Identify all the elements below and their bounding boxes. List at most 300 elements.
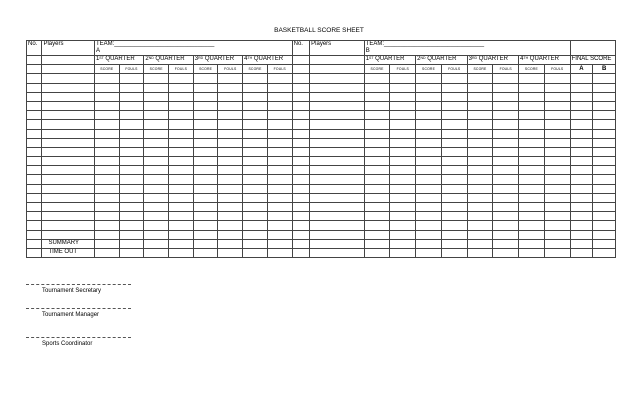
entry-cell[interactable] [493, 138, 519, 147]
entry-cell[interactable] [570, 138, 593, 147]
entry-cell[interactable] [292, 92, 310, 101]
entry-cell[interactable] [364, 138, 390, 147]
entry-cell[interactable] [119, 239, 144, 248]
entry-cell[interactable] [544, 83, 570, 92]
entry-cell[interactable] [94, 230, 119, 239]
entry-cell[interactable] [544, 101, 570, 110]
entry-cell[interactable] [169, 230, 194, 239]
entry-cell[interactable] [94, 74, 119, 83]
entry-cell[interactable] [193, 74, 218, 83]
entry-cell[interactable] [544, 221, 570, 230]
entry-cell[interactable] [493, 212, 519, 221]
entry-cell[interactable] [570, 212, 593, 221]
entry-cell[interactable] [364, 166, 390, 175]
entry-cell[interactable] [218, 248, 243, 257]
entry-cell[interactable] [292, 248, 310, 257]
entry-cell[interactable] [519, 129, 545, 138]
entry-cell[interactable] [193, 101, 218, 110]
entry-cell[interactable] [493, 203, 519, 212]
entry-cell[interactable] [193, 138, 218, 147]
entry-cell[interactable] [364, 230, 390, 239]
entry-cell[interactable] [544, 166, 570, 175]
entry-cell[interactable] [267, 221, 292, 230]
entry-cell[interactable] [416, 175, 442, 184]
entry-cell[interactable] [593, 221, 616, 230]
entry-cell[interactable] [144, 147, 169, 156]
entry-cell[interactable] [218, 157, 243, 166]
entry-cell[interactable] [390, 239, 416, 248]
entry-cell[interactable] [593, 230, 616, 239]
entry-cell[interactable] [593, 129, 616, 138]
entry-cell[interactable] [570, 203, 593, 212]
entry-cell[interactable] [519, 166, 545, 175]
entry-cell[interactable] [310, 129, 365, 138]
entry-cell[interactable] [144, 248, 169, 257]
entry-cell[interactable] [593, 74, 616, 83]
entry-cell[interactable] [441, 92, 467, 101]
entry-cell[interactable] [27, 129, 42, 138]
entry-cell[interactable] [243, 175, 268, 184]
entry-cell[interactable] [292, 138, 310, 147]
entry-cell[interactable] [493, 230, 519, 239]
entry-cell[interactable] [193, 157, 218, 166]
entry-cell[interactable] [169, 184, 194, 193]
entry-cell[interactable] [27, 147, 42, 156]
entry-cell[interactable] [441, 175, 467, 184]
entry-cell[interactable] [570, 74, 593, 83]
entry-cell[interactable] [310, 248, 365, 257]
entry-cell[interactable] [42, 184, 95, 193]
entry-cell[interactable] [292, 129, 310, 138]
entry-cell[interactable] [570, 248, 593, 257]
entry-cell[interactable] [441, 166, 467, 175]
entry-cell[interactable] [519, 221, 545, 230]
entry-cell[interactable] [519, 111, 545, 120]
entry-cell[interactable] [593, 92, 616, 101]
entry-cell[interactable] [243, 166, 268, 175]
entry-cell[interactable] [27, 184, 42, 193]
entry-cell[interactable] [292, 157, 310, 166]
entry-cell[interactable] [42, 203, 95, 212]
entry-cell[interactable] [441, 111, 467, 120]
entry-cell[interactable] [441, 74, 467, 83]
entry-cell[interactable] [267, 193, 292, 202]
entry-cell[interactable] [441, 184, 467, 193]
entry-cell[interactable] [94, 129, 119, 138]
entry-cell[interactable] [243, 92, 268, 101]
entry-cell[interactable] [144, 230, 169, 239]
entry-cell[interactable] [169, 120, 194, 129]
entry-cell[interactable] [570, 166, 593, 175]
entry-cell[interactable] [42, 166, 95, 175]
entry-cell[interactable] [243, 248, 268, 257]
entry-cell[interactable] [519, 74, 545, 83]
entry-cell[interactable] [267, 157, 292, 166]
entry-cell[interactable] [243, 221, 268, 230]
entry-cell[interactable] [416, 239, 442, 248]
entry-cell[interactable] [292, 230, 310, 239]
entry-cell[interactable] [218, 120, 243, 129]
entry-cell[interactable] [42, 147, 95, 156]
entry-cell[interactable] [544, 212, 570, 221]
entry-cell[interactable] [441, 203, 467, 212]
entry-cell[interactable] [193, 239, 218, 248]
entry-cell[interactable] [144, 193, 169, 202]
entry-cell[interactable] [593, 83, 616, 92]
entry-cell[interactable] [390, 111, 416, 120]
entry-cell[interactable] [544, 248, 570, 257]
entry-cell[interactable] [42, 101, 95, 110]
entry-cell[interactable] [267, 212, 292, 221]
entry-cell[interactable] [570, 193, 593, 202]
entry-cell[interactable] [243, 239, 268, 248]
entry-cell[interactable] [416, 120, 442, 129]
entry-cell[interactable] [169, 111, 194, 120]
entry-cell[interactable] [467, 193, 493, 202]
entry-cell[interactable] [519, 203, 545, 212]
entry-cell[interactable] [416, 147, 442, 156]
entry-cell[interactable] [144, 203, 169, 212]
entry-cell[interactable] [593, 166, 616, 175]
entry-cell[interactable] [193, 120, 218, 129]
entry-cell[interactable] [493, 101, 519, 110]
entry-cell[interactable] [519, 184, 545, 193]
entry-cell[interactable] [94, 239, 119, 248]
entry-cell[interactable] [267, 184, 292, 193]
entry-cell[interactable] [169, 101, 194, 110]
entry-cell[interactable] [94, 212, 119, 221]
entry-cell[interactable] [218, 111, 243, 120]
entry-cell[interactable] [144, 111, 169, 120]
entry-cell[interactable] [292, 83, 310, 92]
entry-cell[interactable] [42, 111, 95, 120]
entry-cell[interactable] [27, 138, 42, 147]
entry-cell[interactable] [416, 111, 442, 120]
entry-cell[interactable] [94, 147, 119, 156]
entry-cell[interactable] [493, 221, 519, 230]
entry-cell[interactable] [493, 248, 519, 257]
entry-cell[interactable] [416, 129, 442, 138]
entry-cell[interactable] [390, 212, 416, 221]
entry-cell[interactable] [119, 147, 144, 156]
entry-cell[interactable] [467, 212, 493, 221]
entry-cell[interactable] [416, 248, 442, 257]
entry-cell[interactable] [218, 101, 243, 110]
entry-cell[interactable] [390, 175, 416, 184]
entry-cell[interactable] [27, 221, 42, 230]
entry-cell[interactable] [119, 74, 144, 83]
entry-cell[interactable] [42, 230, 95, 239]
entry-cell[interactable] [544, 92, 570, 101]
entry-cell[interactable] [193, 184, 218, 193]
entry-cell[interactable] [467, 248, 493, 257]
entry-cell[interactable] [94, 111, 119, 120]
entry-cell[interactable] [390, 203, 416, 212]
entry-cell[interactable] [593, 175, 616, 184]
entry-cell[interactable] [416, 193, 442, 202]
entry-cell[interactable] [519, 92, 545, 101]
entry-cell[interactable] [441, 120, 467, 129]
entry-cell[interactable] [390, 83, 416, 92]
entry-cell[interactable] [390, 101, 416, 110]
entry-cell[interactable] [218, 239, 243, 248]
entry-cell[interactable] [416, 92, 442, 101]
entry-cell[interactable] [144, 239, 169, 248]
entry-cell[interactable] [390, 138, 416, 147]
entry-cell[interactable] [390, 184, 416, 193]
entry-cell[interactable] [593, 120, 616, 129]
entry-cell[interactable] [144, 92, 169, 101]
entry-cell[interactable] [42, 175, 95, 184]
entry-cell[interactable] [570, 120, 593, 129]
entry-cell[interactable] [441, 221, 467, 230]
entry-cell[interactable] [364, 212, 390, 221]
entry-cell[interactable] [519, 239, 545, 248]
entry-cell[interactable] [519, 193, 545, 202]
entry-cell[interactable] [570, 147, 593, 156]
entry-cell[interactable] [218, 230, 243, 239]
entry-cell[interactable] [42, 92, 95, 101]
entry-cell[interactable] [292, 193, 310, 202]
entry-cell[interactable] [144, 166, 169, 175]
entry-cell[interactable] [243, 83, 268, 92]
entry-cell[interactable] [27, 193, 42, 202]
entry-cell[interactable] [467, 230, 493, 239]
entry-cell[interactable] [243, 184, 268, 193]
entry-cell[interactable] [94, 193, 119, 202]
entry-cell[interactable] [544, 147, 570, 156]
entry-cell[interactable] [364, 157, 390, 166]
entry-cell[interactable] [467, 83, 493, 92]
entry-cell[interactable] [218, 221, 243, 230]
entry-cell[interactable] [169, 212, 194, 221]
entry-cell[interactable] [390, 230, 416, 239]
entry-cell[interactable] [310, 166, 365, 175]
entry-cell[interactable] [94, 83, 119, 92]
entry-cell[interactable] [292, 175, 310, 184]
entry-cell[interactable] [519, 83, 545, 92]
entry-cell[interactable] [42, 83, 95, 92]
entry-cell[interactable] [570, 129, 593, 138]
entry-cell[interactable] [169, 175, 194, 184]
entry-cell[interactable] [243, 74, 268, 83]
entry-cell[interactable] [243, 157, 268, 166]
entry-cell[interactable] [544, 138, 570, 147]
entry-cell[interactable] [467, 101, 493, 110]
entry-cell[interactable] [144, 221, 169, 230]
entry-cell[interactable] [390, 129, 416, 138]
entry-cell[interactable] [218, 193, 243, 202]
entry-cell[interactable] [441, 248, 467, 257]
entry-cell[interactable] [519, 248, 545, 257]
entry-cell[interactable] [593, 147, 616, 156]
entry-cell[interactable] [364, 221, 390, 230]
entry-cell[interactable] [441, 101, 467, 110]
entry-cell[interactable] [267, 111, 292, 120]
entry-cell[interactable] [169, 129, 194, 138]
entry-cell[interactable] [27, 157, 42, 166]
entry-cell[interactable] [441, 212, 467, 221]
entry-cell[interactable] [519, 120, 545, 129]
entry-cell[interactable] [292, 120, 310, 129]
entry-cell[interactable] [193, 221, 218, 230]
entry-cell[interactable] [310, 147, 365, 156]
entry-cell[interactable] [94, 175, 119, 184]
entry-cell[interactable] [310, 239, 365, 248]
entry-cell[interactable] [544, 129, 570, 138]
entry-cell[interactable] [169, 203, 194, 212]
entry-cell[interactable] [416, 230, 442, 239]
entry-cell[interactable] [169, 157, 194, 166]
entry-cell[interactable] [493, 239, 519, 248]
entry-cell[interactable] [310, 111, 365, 120]
entry-cell[interactable] [441, 147, 467, 156]
entry-cell[interactable] [119, 230, 144, 239]
entry-cell[interactable] [292, 147, 310, 156]
entry-cell[interactable] [193, 212, 218, 221]
entry-cell[interactable] [570, 111, 593, 120]
entry-cell[interactable] [467, 203, 493, 212]
entry-cell[interactable] [27, 239, 42, 248]
entry-cell[interactable] [119, 166, 144, 175]
entry-cell[interactable] [441, 230, 467, 239]
entry-cell[interactable] [42, 221, 95, 230]
entry-cell[interactable] [119, 203, 144, 212]
entry-cell[interactable] [493, 175, 519, 184]
entry-cell[interactable] [144, 74, 169, 83]
entry-cell[interactable] [544, 203, 570, 212]
entry-cell[interactable] [570, 101, 593, 110]
entry-cell[interactable] [310, 230, 365, 239]
entry-cell[interactable] [193, 175, 218, 184]
entry-cell[interactable] [218, 184, 243, 193]
entry-cell[interactable] [310, 120, 365, 129]
entry-cell[interactable] [310, 193, 365, 202]
entry-cell[interactable] [193, 248, 218, 257]
entry-cell[interactable] [544, 157, 570, 166]
entry-cell[interactable] [467, 147, 493, 156]
entry-cell[interactable] [42, 157, 95, 166]
entry-cell[interactable] [94, 203, 119, 212]
entry-cell[interactable] [310, 92, 365, 101]
entry-cell[interactable] [267, 203, 292, 212]
entry-cell[interactable] [218, 203, 243, 212]
entry-cell[interactable] [94, 248, 119, 257]
entry-cell[interactable] [493, 92, 519, 101]
entry-cell[interactable] [27, 248, 42, 257]
entry-cell[interactable] [416, 74, 442, 83]
entry-cell[interactable] [119, 129, 144, 138]
entry-cell[interactable] [519, 212, 545, 221]
entry-cell[interactable] [119, 138, 144, 147]
entry-cell[interactable] [493, 83, 519, 92]
entry-cell[interactable] [144, 175, 169, 184]
entry-cell[interactable] [493, 129, 519, 138]
entry-cell[interactable] [593, 212, 616, 221]
entry-cell[interactable] [42, 193, 95, 202]
entry-cell[interactable] [42, 120, 95, 129]
entry-cell[interactable] [310, 221, 365, 230]
entry-cell[interactable] [570, 157, 593, 166]
entry-cell[interactable] [364, 74, 390, 83]
entry-cell[interactable] [544, 184, 570, 193]
entry-cell[interactable] [364, 83, 390, 92]
entry-cell[interactable] [169, 221, 194, 230]
entry-cell[interactable] [390, 92, 416, 101]
entry-cell[interactable] [544, 120, 570, 129]
entry-cell[interactable] [364, 92, 390, 101]
entry-cell[interactable] [544, 239, 570, 248]
entry-cell[interactable] [144, 101, 169, 110]
entry-cell[interactable] [416, 221, 442, 230]
entry-cell[interactable] [416, 212, 442, 221]
entry-cell[interactable] [218, 92, 243, 101]
entry-cell[interactable] [519, 101, 545, 110]
entry-cell[interactable] [27, 83, 42, 92]
entry-cell[interactable] [218, 83, 243, 92]
entry-cell[interactable] [243, 101, 268, 110]
entry-cell[interactable] [416, 83, 442, 92]
entry-cell[interactable] [119, 83, 144, 92]
entry-cell[interactable] [27, 203, 42, 212]
entry-cell[interactable] [593, 157, 616, 166]
entry-cell[interactable] [119, 193, 144, 202]
entry-cell[interactable] [193, 92, 218, 101]
entry-cell[interactable] [390, 248, 416, 257]
entry-cell[interactable] [519, 230, 545, 239]
entry-cell[interactable] [42, 129, 95, 138]
entry-cell[interactable] [267, 166, 292, 175]
entry-cell[interactable] [467, 92, 493, 101]
entry-cell[interactable] [193, 83, 218, 92]
entry-cell[interactable] [364, 248, 390, 257]
entry-cell[interactable] [519, 147, 545, 156]
entry-cell[interactable] [544, 111, 570, 120]
entry-cell[interactable] [593, 203, 616, 212]
entry-cell[interactable] [267, 83, 292, 92]
entry-cell[interactable] [310, 74, 365, 83]
entry-cell[interactable] [493, 157, 519, 166]
entry-cell[interactable] [416, 184, 442, 193]
entry-cell[interactable] [292, 101, 310, 110]
entry-cell[interactable] [310, 101, 365, 110]
entry-cell[interactable] [467, 221, 493, 230]
entry-cell[interactable] [467, 239, 493, 248]
entry-cell[interactable] [292, 111, 310, 120]
entry-cell[interactable] [27, 111, 42, 120]
entry-cell[interactable] [292, 212, 310, 221]
entry-cell[interactable] [310, 212, 365, 221]
entry-cell[interactable] [193, 203, 218, 212]
entry-cell[interactable] [144, 120, 169, 129]
entry-cell[interactable] [364, 111, 390, 120]
entry-cell[interactable] [544, 230, 570, 239]
entry-cell[interactable] [42, 212, 95, 221]
entry-cell[interactable] [467, 157, 493, 166]
entry-cell[interactable] [416, 166, 442, 175]
entry-cell[interactable] [267, 92, 292, 101]
entry-cell[interactable] [364, 147, 390, 156]
entry-cell[interactable] [243, 120, 268, 129]
entry-cell[interactable] [292, 184, 310, 193]
entry-cell[interactable] [169, 166, 194, 175]
entry-cell[interactable] [193, 230, 218, 239]
entry-cell[interactable] [193, 166, 218, 175]
entry-cell[interactable] [364, 175, 390, 184]
entry-cell[interactable] [94, 166, 119, 175]
entry-cell[interactable] [467, 74, 493, 83]
entry-cell[interactable] [310, 138, 365, 147]
